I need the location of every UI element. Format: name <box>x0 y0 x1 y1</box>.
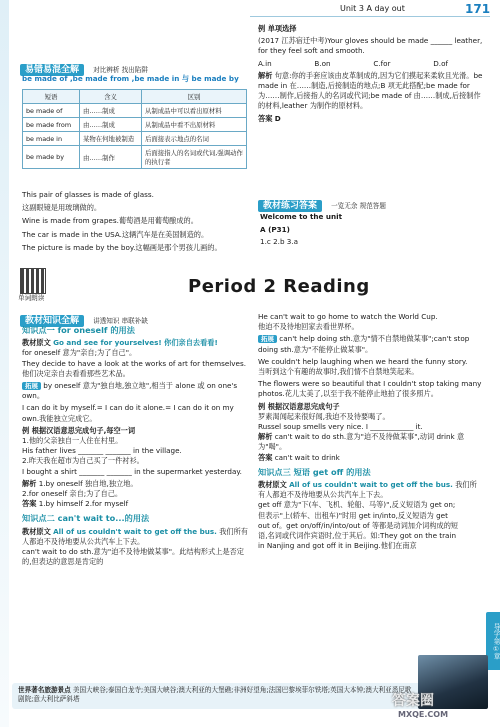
banner-confusing-sub: 对比辨析 找出陷阱 <box>93 66 148 74</box>
analysis-text: 句意:你的手套应该由皮革制成的,因为它们摸起来柔软且光滑。be made in 在……制造,后接制造的地点;B 项无此搭配;be made for 为……制作,后接指人的名词或代词;be made of 由……制成,后接制作的材料,leather 为制作的原材料。 <box>258 70 483 111</box>
kp1-answer-text: 1.by himself 2.for myself <box>38 499 129 509</box>
table-header: 短语 <box>23 90 80 104</box>
comparison-table <box>22 89 247 169</box>
banner-exercise-answers <box>258 193 386 212</box>
kp3-source-label: 教材原文 <box>258 480 287 490</box>
kp1-source <box>22 338 250 348</box>
table-cell: 由……制成 <box>80 104 142 118</box>
rb-analysis-text: can't wait to do sth.意为"迫不及待做某事",动词 drink 意为"喝"。 <box>258 432 465 452</box>
kp1-analysis-label: 解析 <box>22 478 37 488</box>
kp1-paragraph: They decide to have a look at the works of art for themselves.他们决定亲自去看看那些艺术品。 <box>22 358 246 378</box>
rb-answer <box>258 453 483 463</box>
table-cell: be made by <box>23 146 80 169</box>
kp1-extension-label: 拓展 <box>22 382 41 390</box>
table-cell: 从制成品中可以看出原材料 <box>142 104 247 118</box>
kp1-question: 2.昨天我在超市为自己买了一件衬衫。 <box>22 456 144 466</box>
watermark-url: MXQE.COM <box>398 710 449 719</box>
example-line: Wine is made from grapes.葡萄酒是用葡萄酿成的。 <box>22 216 198 226</box>
rb-analysis-label: 解析 <box>258 432 273 442</box>
rb-answer-text: can't wait to drink <box>274 452 340 462</box>
welcome-block <box>260 212 480 248</box>
header-unit: Unit 3 A day out <box>340 4 405 13</box>
table-cell: 由……制作 <box>80 146 142 169</box>
option-b: B.on <box>314 58 331 68</box>
watermark-logo: 答案圈 <box>392 693 434 709</box>
kp2-paragraph: can't wait to do sth.意为"迫不及待地做某事"。此结构形式上是否定的,但表达的意思是肯定的 <box>22 547 244 567</box>
kp1-question: I bought a shirt _______ _______ in the supermarket yesterday. <box>22 466 242 476</box>
table-row <box>23 146 247 169</box>
kp1-source-label: 教材原文 <box>22 338 51 348</box>
answer-value: D <box>274 113 281 123</box>
banner-answers-sub: 一览无余 规范答题 <box>331 202 386 210</box>
table-cell: 由……制成 <box>80 118 142 132</box>
rb-exercise-title: 例 根据汉语意思完成句子 <box>258 401 340 411</box>
kp1-exercise-title: 例 根据汉语意思完成句子,每空一词 <box>22 425 136 435</box>
page-side-strip <box>0 0 9 727</box>
example-line: The picture is made by the boy.这幅画是那个男孩儿画的。 <box>22 242 222 252</box>
kp1-extension-text: by oneself 意为"独自地,独立地",相当于 alone 或 on one's own。 <box>22 381 238 401</box>
option-a: A.in <box>258 58 272 68</box>
knowledge-point-1: 知识点一 for oneself 的用法 <box>22 325 135 335</box>
kp1-source-text: Go and see for yourselves! 你们亲自去看看! <box>53 338 218 348</box>
kp1-analysis-text: 1.by oneself 独自地,独立地。 <box>38 478 138 488</box>
qr-label: 单词朗读 <box>18 294 45 302</box>
kp2-source <box>22 527 250 547</box>
table-header: 区别 <box>142 90 247 104</box>
rb-extension-label: 拓展 <box>258 335 277 343</box>
table-header: 含义 <box>80 90 142 104</box>
right-knowledge-column <box>258 312 483 551</box>
welcome-title: Welcome to the unit <box>260 212 343 221</box>
kp3-source-text: All of us couldn't wait to get off the bus. <box>289 480 453 490</box>
option-d: D.of <box>433 58 448 68</box>
banner-knowledge-sub: 讲透知识 串联补缺 <box>93 317 148 325</box>
table-row <box>23 118 247 132</box>
rb-extension <box>258 334 483 354</box>
rb-paragraph: The flowers were so beautiful that I couldn't stop taking many photos.花儿太美了,以至于我不能停止地拍了很多照片。 <box>258 379 482 399</box>
analysis-label: 解析 <box>258 70 273 80</box>
example-line: The car is made in the USA.这辆汽车是在美国制造的。 <box>22 229 209 239</box>
rb-paragraph: We couldn't help laughing when we heard the funny story. <box>258 356 468 366</box>
kp2-source-label: 教材原文 <box>22 526 51 536</box>
table-cell: be made of <box>23 104 80 118</box>
table-row <box>23 132 247 146</box>
page-number: 171 <box>465 2 491 16</box>
rb-paragraph: 当听到这个有趣的故事时,我们情不自禁地笑起来。 <box>258 367 419 377</box>
exercise-answer <box>258 114 486 124</box>
footer-body: 美国大峡谷;泰国白龙寺;美国大峡谷;澳大利亚的大堡礁;非洲好望角;法国巴黎埃菲尔铁塔;英国大本钟;澳大利亚悉尼歌剧院;意大利比萨斜塔 <box>18 686 412 704</box>
answer-label: 答案 <box>258 113 273 123</box>
banner-knowledge-title: 教材知识全解 <box>20 315 84 327</box>
side-chapter-tab: 导学·第①章 <box>486 612 500 670</box>
rb-question: Russel soup smells very nice. I ____________ it. <box>258 422 423 432</box>
rb-answer-label: 答案 <box>258 452 273 462</box>
left-knowledge-column <box>22 325 250 567</box>
example-line: This pair of glasses is made of glass. <box>22 190 154 199</box>
table-header-row <box>23 90 247 104</box>
rb-paragraph: 他迫不及待地回家去看世界杯。 <box>258 322 359 332</box>
kp1-question: His father lives _______ _______ in the village. <box>22 446 182 456</box>
exercise-analysis <box>258 71 486 112</box>
welcome-part: A (P31) <box>260 225 290 235</box>
made-examples <box>22 190 252 253</box>
knowledge-point-3: 知识点三 短语 get off 的用法 <box>258 466 371 477</box>
exercise-text: (2017 江苏宿迁中考)Your gloves should be made ______ leather, for they feel soft and smooth. <box>258 36 483 56</box>
exercise-title: 例 单项选择 <box>258 24 297 33</box>
right-exercise <box>258 24 486 124</box>
knowledge-point-2: 知识点二 can't wait to...的用法 <box>22 513 150 524</box>
kp1-paragraph: for oneself 意为"亲自;为了自己"。 <box>22 348 137 358</box>
kp1-question: 1.他的父亲独自一人住在村里。 <box>22 436 123 446</box>
kp1-analysis-text-2: 2.for oneself 亲自;为了自己。 <box>22 489 123 499</box>
footer-label: 世界著名旅游景点 <box>18 686 71 694</box>
table-cell: be made in <box>23 132 80 146</box>
period-title: Period 2 Reading <box>188 276 370 297</box>
kp2-source-cn: 我们所有人都迫不及待地要从公共汽车上下去。 <box>22 526 248 546</box>
kp1-analysis <box>22 479 250 489</box>
kp3-source <box>258 480 483 500</box>
kp1-answer-label: 答案 <box>22 499 37 509</box>
exercise-options <box>258 59 448 69</box>
kp3-source-cn: 我们所有人都迫不及待地要从公共汽车上下去。 <box>258 480 477 500</box>
kp2-source-text: All of us couldn't wait to get off the bus. <box>53 526 217 536</box>
rb-analysis <box>258 432 483 452</box>
banner-confusing-title: 易错易混全解 <box>20 64 84 76</box>
banner-answers-title: 教材练习答案 <box>258 200 322 212</box>
table-row <box>23 104 247 118</box>
welcome-answers: 1.c 2.b 3.a <box>260 237 299 247</box>
rb-paragraph: He can't wait to go home to watch the World Cup. <box>258 312 438 321</box>
table-cell: 后面接指人的名词或代词,强调动作的执行者 <box>142 146 247 169</box>
kp1-extension <box>22 381 250 401</box>
option-c: C.for <box>373 58 391 68</box>
kp1-paragraph: I can do it by myself.= I can do it alone.= I can do it on my own.我能独立完成它。 <box>22 403 234 423</box>
table-cell: be made from <box>23 118 80 132</box>
table-cell: 从制成品中看不出原材料 <box>142 118 247 132</box>
kp1-answer <box>22 499 250 509</box>
qr-code[interactable] <box>20 268 46 294</box>
table-cell: 后面接表示地点的名词 <box>142 132 247 146</box>
example-line: 这副眼镜是用玻璃做的。 <box>22 203 102 213</box>
rb-extension-text: can't help doing sth.意为"情不自禁地做某事";can't stop doing sth.意为"不能停止做某事"。 <box>258 334 470 354</box>
table-cell: 某物在何地被制造 <box>80 132 142 146</box>
rb-question: 罗素渴闻起来很好闻,我迫不及待要喝了。 <box>258 411 390 421</box>
confusing-subtitle: be made of ,be made from ,be made in 与 be made by <box>22 74 239 83</box>
header-rule <box>250 16 490 17</box>
footer-text <box>18 686 413 704</box>
kp3-paragraph: get off 意为"下(车、飞机、轮船、马等)",反义短语为 get on;但表示"上(轿车、出租车)"时用 get in/into,反义短语为 get out of。get on/off/in/into/out of 等都是动词加介词构成的短语,名词或代词作宾语时,位于其后。如:They got on the train in Nanjing and got off it in Beijing.他们在南京 <box>258 500 459 551</box>
